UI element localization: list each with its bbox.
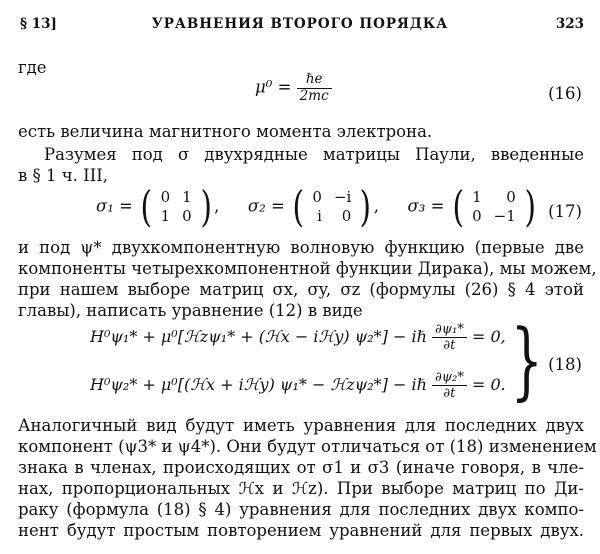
- matrix-sigma1: ( 0 1 1 0 ): [140, 182, 212, 231]
- para3-line5: раку (формула (18) § 4) уравнения для последних двух компо-: [18, 500, 584, 519]
- text-magnetic-moment: есть величина магнитного момента электрона.: [18, 122, 433, 141]
- running-title: УРАВНЕНИЯ ВТОРОГО ПОРЯДКА: [151, 16, 449, 32]
- eq18-line2-denominator: ∂t: [443, 386, 456, 402]
- eq18-line2-numerator: ∂ψ₂*: [432, 370, 467, 386]
- eq16-numerator: ℏe: [297, 72, 332, 89]
- eq18-line1-fraction: [432, 322, 467, 353]
- equation-18-line2: [90, 370, 506, 401]
- matrix-sigma3: ( 1 0 0 −1 ): [452, 182, 536, 231]
- section-ref: § 13]: [20, 16, 57, 32]
- eq18-brace: }: [510, 311, 543, 409]
- equation-16: [255, 72, 332, 104]
- para3-line6: нент будут простым повторением уравнений для первых двух.: [18, 521, 584, 540]
- eq18-number: (18): [548, 355, 582, 374]
- eq17-sigma2: σ₂ =: [247, 196, 285, 216]
- eq18-line1-denominator: ∂t: [443, 338, 456, 354]
- matrix-sigma2: ( 0 −i i 0 ): [292, 182, 372, 231]
- eq16-denominator: 2mc: [299, 87, 329, 104]
- eq16-lhs: μ⁰ =: [255, 77, 292, 97]
- eq16-number: (16): [548, 84, 582, 103]
- para1-line2: в § 1 ч. III,: [18, 166, 108, 185]
- para3-line1: Аналогичный вид будут иметь уравнения для последних двух: [18, 416, 584, 435]
- eq17-sigma3: σ₃ =: [407, 196, 445, 216]
- para3-line4: нах, пропорциональных ℋx и ℋz). При выборе матриц по Ди-: [18, 479, 584, 498]
- eq18-line2-body: H⁰ψ₂* + μ⁰[(ℋx + iℋy) ψ₁* − ℋzψ₂*] − iℏ: [90, 375, 427, 395]
- page-number: 323: [555, 16, 584, 32]
- eq17-number: (17): [548, 202, 582, 221]
- eq18-line1-tail: = 0,: [471, 327, 506, 347]
- eq17-sigma1: σ₁ =: [96, 196, 133, 216]
- equation-17: σ₁ = ( 0 1 1 0 ) , σ₂ = ( 0 −i i 0 ) , σ₃ = ( 1 0 0 −1 ): [96, 186, 538, 228]
- eq18-line1-numerator: ∂ψ₁*: [432, 322, 467, 338]
- eq18-line2-fraction: [432, 370, 467, 401]
- running-header: [14, 16, 586, 36]
- para2-line2: компоненты четырехкомпонентной функции Дирака), мы можем,: [18, 259, 597, 278]
- para3-line3: знака в членах, происходящих от σ1 и σ3 (иначе говоря, в чле-: [18, 458, 584, 477]
- equation-18-line1: [90, 322, 506, 353]
- para2-line1: и под ψ* двухкомпонентную волновую функцию (первые две: [18, 238, 584, 257]
- eq18-line2-tail: = 0.: [471, 375, 506, 395]
- para2-line3: при нашем выборе матриц σx, σy, σz (формулы (26) § 4 этой: [18, 280, 584, 299]
- para2-line4: главы), написать уравнение (12) в виде: [18, 301, 363, 320]
- para1-line1: Разумея под σ двухрядные матрицы Паули, введенные: [44, 145, 584, 164]
- eq18-line1-body: H⁰ψ₁* + μ⁰[ℋzψ₁* + (ℋx − iℋy) ψ₂*] − iℏ: [90, 327, 427, 347]
- text-where: где: [18, 58, 47, 77]
- eq16-fraction: [297, 72, 332, 104]
- para3-line2: компонент (ψ3* и ψ4*). Они будут отличаться от (18) изменением: [18, 437, 597, 456]
